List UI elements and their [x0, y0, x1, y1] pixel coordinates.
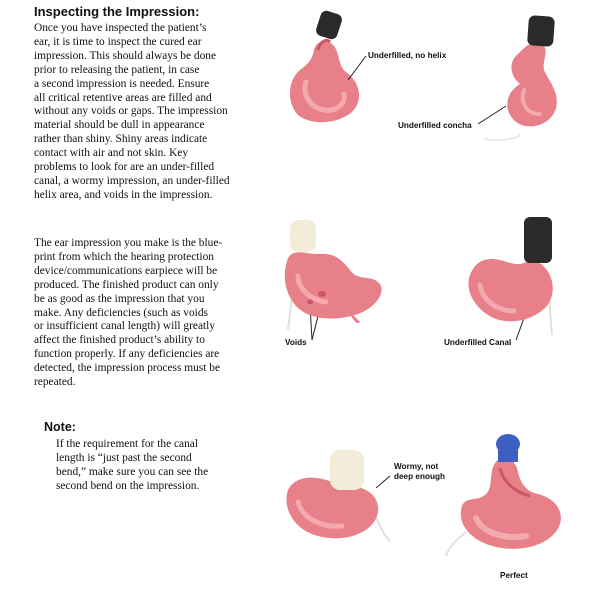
text-line: length is “just past the second — [56, 451, 192, 464]
text-line: make. Any deficiencies (such as voids — [34, 306, 208, 319]
text-line: print from which the hearing protection — [34, 250, 214, 263]
text-line: canal, a wormy impression, an under-filled — [34, 174, 230, 187]
ear-impression-image — [480, 14, 570, 144]
ear-impression-image — [282, 448, 394, 548]
text-line: a second impression is needed. Ensure — [34, 77, 210, 90]
text-line: helix area, and voids in the impression. — [34, 188, 213, 201]
note-heading: Note: — [44, 420, 76, 434]
ear-impression-image — [462, 215, 562, 337]
ear-impression-image — [442, 432, 568, 560]
text-line: affect the finished product’s ability to — [34, 334, 205, 347]
caption-wormy — [394, 462, 445, 482]
text-line: material should be dull in appearance — [34, 119, 205, 132]
text-line: impression. This should always be done — [34, 49, 217, 62]
text-line: ear, it is time to inspect the cured ear — [34, 35, 202, 48]
caption-line: Wormy, not — [394, 462, 439, 471]
text-line: function properly. If any deficiencies are — [34, 348, 220, 361]
text-line: detected, the impression process must be — [34, 362, 220, 375]
text-line: be as good as the impression that you — [34, 292, 205, 305]
text-line: rather than shiny. Shiny areas indicate — [34, 133, 208, 146]
text-line: produced. The finished product can only — [34, 278, 219, 291]
text-line: or insufficient canal length) will greatly — [34, 320, 216, 333]
ear-impression-image — [278, 218, 388, 333]
figure-wormy — [282, 448, 394, 548]
text-line: prior to releasing the patient, in case — [34, 63, 200, 76]
text-line: without any voids or gaps. The impression — [34, 105, 228, 118]
text-line: second bend on the impression. — [56, 479, 200, 492]
caption-underfilled-canal: Underfilled Canal — [444, 338, 512, 347]
text-line: The ear impression you make is the blue- — [34, 237, 223, 249]
figure-underfilled-concha — [480, 14, 570, 144]
figure-perfect — [442, 432, 568, 560]
text-line: If the requirement for the canal — [56, 438, 198, 450]
figure-voids — [278, 218, 388, 333]
caption-underfilled-concha: Underfilled concha — [398, 121, 472, 130]
text-line: device/communications earpiece will be — [34, 264, 218, 277]
figure-underfilled-canal — [462, 215, 562, 337]
caption-underfilled-no-helix: Underfilled, no helix — [368, 51, 447, 60]
caption-voids: Voids — [285, 338, 307, 347]
text-line: contact with air and not skin. Key — [34, 147, 189, 160]
text-line: problems to look for are an under-filled — [34, 161, 215, 174]
section-heading: Inspecting the Impression: — [34, 4, 200, 19]
caption-line: deep enough — [394, 472, 445, 481]
text-line: bend,” make sure you can see the — [56, 465, 209, 478]
text-line: all critical retentive areas are filled and — [34, 91, 212, 104]
text-line: repeated. — [34, 376, 76, 389]
caption-perfect: Perfect — [500, 571, 528, 580]
text-line: Once you have inspected the patient’s — [34, 22, 207, 34]
